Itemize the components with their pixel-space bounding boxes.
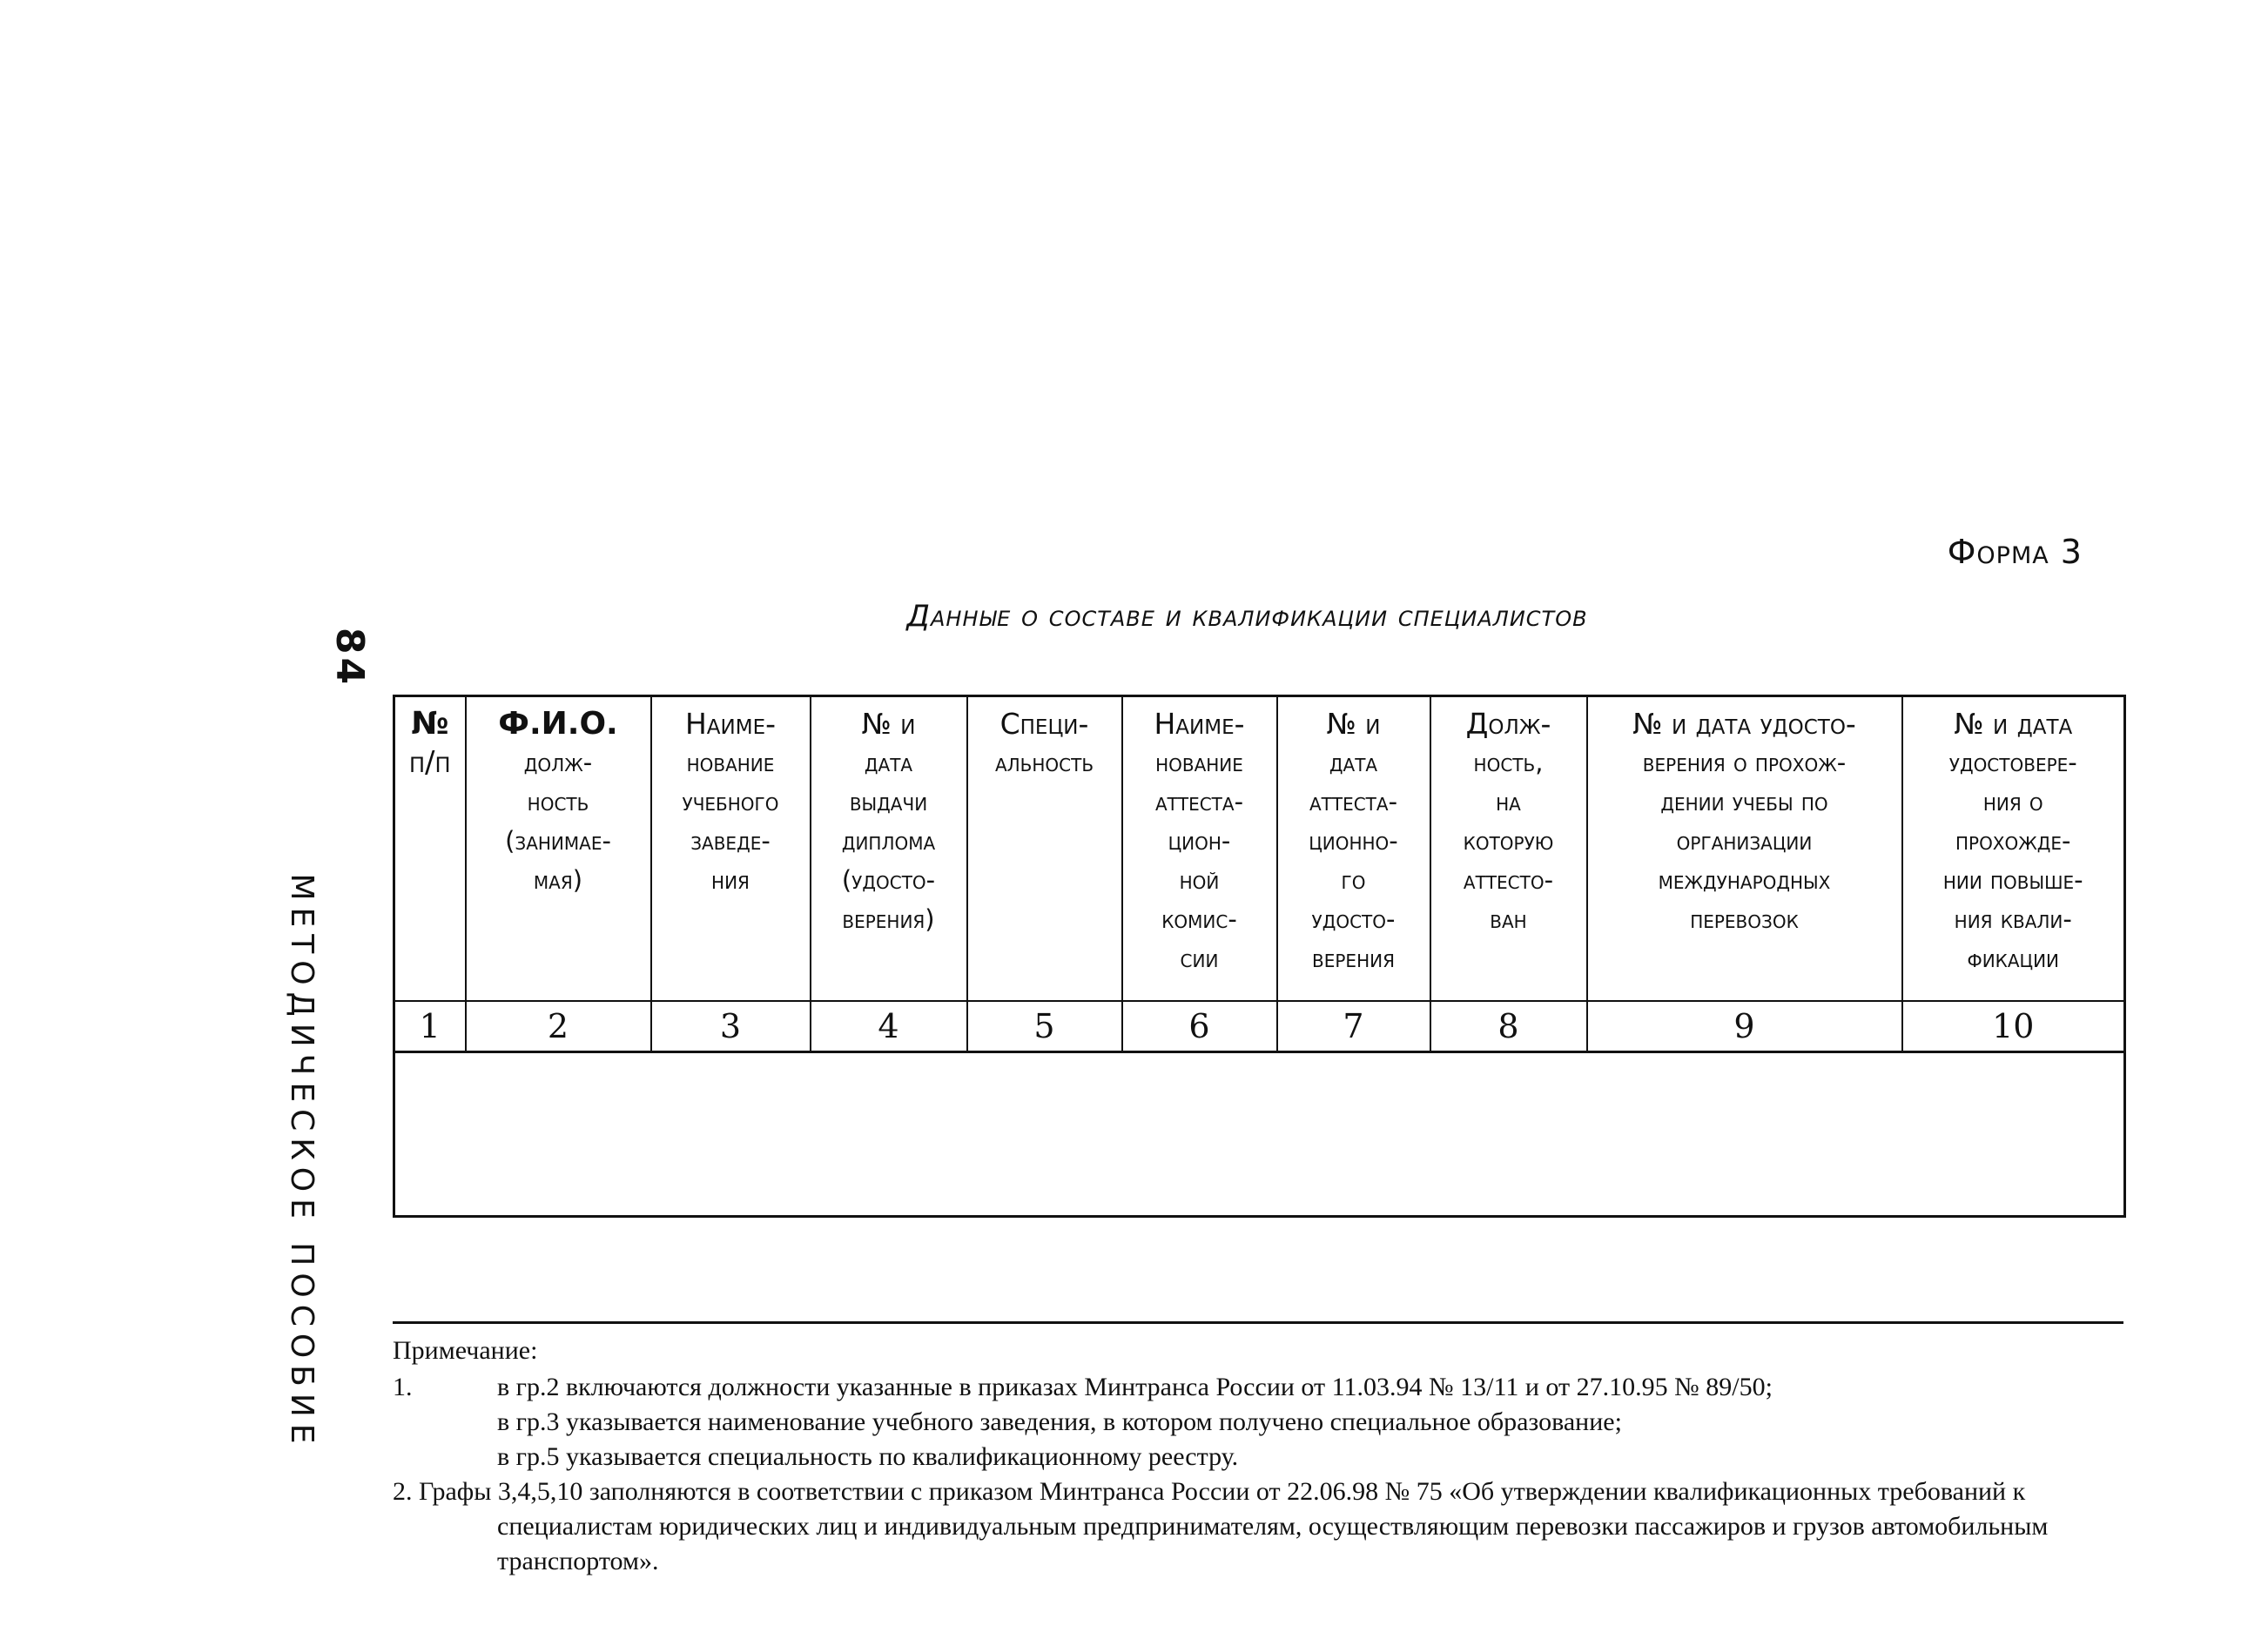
note-item-2: [393, 1474, 2123, 1579]
header-col-8: Долж- ность, на которую аттесто- ван: [1430, 696, 1587, 1002]
header-col-10: № и дата удостовере- ния о прохожде- нии повыше- ния квали- фикации: [1902, 696, 2125, 1002]
note-marker: 2.: [393, 1477, 413, 1506]
specialists-table-container: [393, 695, 2123, 1218]
column-number: 4: [811, 1001, 967, 1052]
column-number: 3: [651, 1001, 811, 1052]
header-col-4: № и дата выдачи диплома (удосто- верения): [811, 696, 967, 1002]
column-number: 5: [967, 1001, 1122, 1052]
notes-section: [393, 1333, 2123, 1579]
empty-data-row: [394, 1052, 2125, 1217]
header-col-5: Специ- альность: [967, 696, 1122, 1002]
document-title: Данные о составе и квалификации специалистов: [906, 599, 1588, 634]
footnote-divider: [393, 1321, 2123, 1324]
note-line: в гр.2 включаются должности указанные в приказах Минтранса России от 11.03.94 № 13/11 и от 27.10.95 № 89/50;: [497, 1373, 1773, 1401]
form-label: Форма 3: [1947, 533, 2083, 571]
header-col-7: № и дата аттеста- ционно- го удосто- верения: [1277, 696, 1430, 1002]
header-col-9: № и дата удосто- верения о прохож- дении учебы по организации международных перевозок: [1587, 696, 1902, 1002]
header-row: [394, 696, 2125, 1002]
header-col-1: № п/п: [394, 696, 466, 1002]
column-number-row: [394, 1001, 2125, 1052]
header-col-3: Наиме- нование учебного заведе- ния: [651, 696, 811, 1002]
header-col-2: Ф.И.О. долж- ность (занимае- мая): [466, 696, 651, 1002]
column-number: 8: [1430, 1001, 1587, 1052]
column-number: 2: [466, 1001, 651, 1052]
column-number: 1: [394, 1001, 466, 1052]
note-item-1: [393, 1370, 2123, 1474]
page-number: 84: [327, 627, 373, 689]
column-number: 6: [1122, 1001, 1277, 1052]
specialists-table: [393, 695, 2126, 1218]
note-text: Графы 3,4,5,10 заполняются в соответствии с приказом Минтранса России от 22.06.98 № 75 «Об утверждении квалификационных требований к специалистам юридических лиц и индивидуальным предпринимателям, осуществляющим перевозки пассажиров и грузов автомобильным транспортом».: [419, 1477, 2049, 1575]
notes-heading: Примечание:: [393, 1336, 538, 1365]
column-number: 9: [1587, 1001, 1902, 1052]
note-line: в гр.5 указывается специальность по квалификационному реестру.: [497, 1442, 1239, 1471]
note-marker: 1.: [393, 1373, 413, 1401]
header-col-6: Наиме- нование аттеста- цион- ной комис- сии: [1122, 696, 1277, 1002]
note-line: в гр.3 указывается наименование учебного заведения, в котором получено специальное образование;: [497, 1407, 1622, 1436]
column-number: 7: [1277, 1001, 1430, 1052]
empty-data-cell: [394, 1052, 2125, 1217]
column-number: 10: [1902, 1001, 2125, 1052]
